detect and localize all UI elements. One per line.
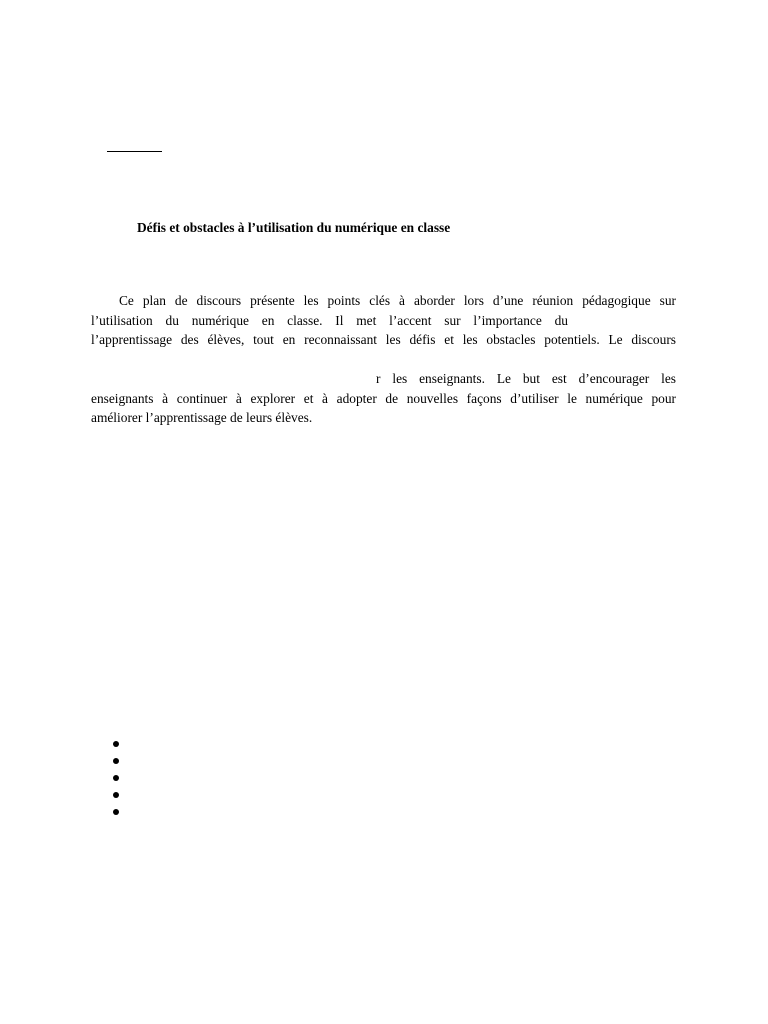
paragraph-line-4: r les enseignants. Le but est d’encourager les: [376, 371, 676, 386]
bullet-dot-icon: [113, 809, 119, 815]
bullet-dot-icon: [113, 792, 119, 798]
document-title: Défis et obstacles à l’utilisation du numérique en classe: [137, 220, 451, 235]
bullet-dot-icon: [113, 741, 119, 747]
paragraph-line-2: l’utilisation du numérique en classe. Il met l’accent sur l’importance du: [91, 313, 568, 328]
paragraph-line-6: améliorer l’apprentissage de leurs élèves.: [91, 410, 313, 425]
paragraph-line-1: Ce plan de discours présente les points clés à aborder lors d’une réunion pédagogique sur: [119, 293, 676, 308]
paragraph-line-3: l’apprentissage des élèves, tout en reconnaissant les défis et les obstacles potentiels. Le discours: [91, 332, 676, 347]
bullet-dot-icon: [113, 758, 119, 764]
bullet-dot-icon: [113, 775, 119, 781]
header-rule: [107, 151, 162, 152]
paragraph-line-5: enseignants à continuer à explorer et à adopter de nouvelles façons d’utiliser le numérique pour: [91, 391, 676, 406]
